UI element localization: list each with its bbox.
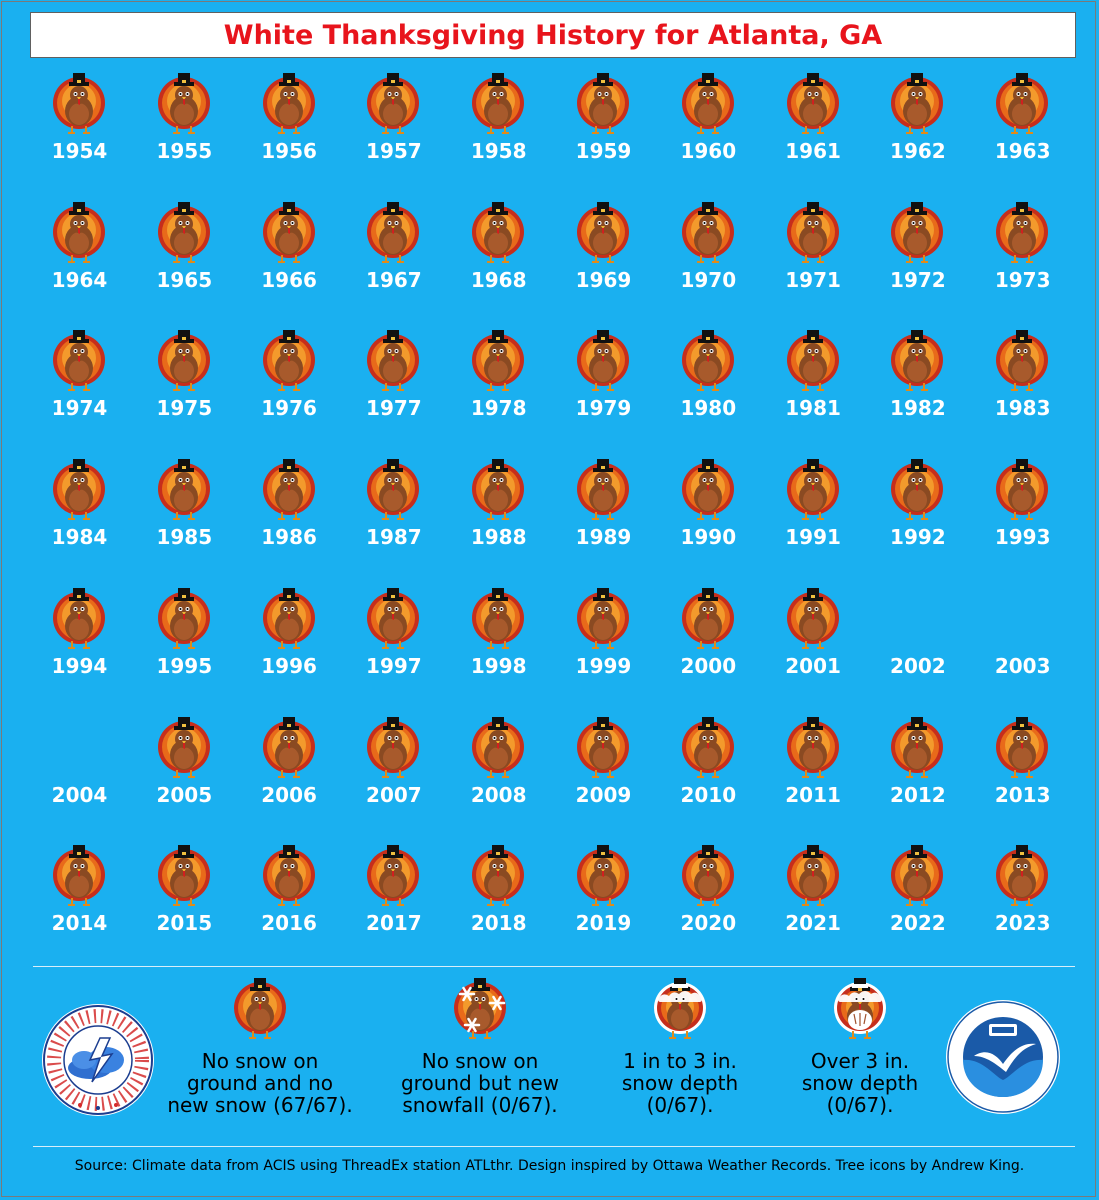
- year-cell: [446, 329, 551, 457]
- turkey-icon: [366, 73, 420, 137]
- turkey-icon: [995, 202, 1049, 266]
- turkey-icon: [995, 459, 1049, 523]
- year-grid: [27, 72, 1077, 952]
- turkey-icon: [471, 202, 525, 266]
- year-label: 1964: [51, 267, 108, 292]
- year-cell: [656, 458, 761, 586]
- year-cell: [237, 329, 342, 457]
- nws-logo: [40, 1002, 156, 1123]
- source-note: Source: Climate data from ACIS using ThreadEx station ATLthr. Design inspired by Ottawa Weather Records. Tree icons by Andrew King.: [74, 1158, 1025, 1174]
- year-cell: [761, 329, 866, 457]
- turkey-icon: [786, 202, 840, 266]
- turkey-icon: [366, 202, 420, 266]
- year-cell: [656, 72, 761, 200]
- year-label: 2010: [680, 782, 737, 807]
- turkey-icon: [262, 73, 316, 137]
- turkey-icon: [52, 330, 106, 394]
- year-cell: [761, 587, 866, 715]
- year-label: 2002: [890, 653, 946, 678]
- legend-text-over-3-in: Over 3 in. snow depth (0/67).: [801, 1049, 919, 1117]
- year-label: 1968: [470, 267, 527, 292]
- turkey-icon: [786, 588, 840, 652]
- legend-item-no-snow: [160, 978, 360, 1116]
- year-cell: [132, 844, 237, 972]
- year-label: 2004: [51, 782, 108, 807]
- year-cell: [341, 844, 446, 972]
- year-label: 1972: [890, 267, 946, 292]
- turkey-icon: [681, 845, 735, 909]
- page-title: White Thanksgiving History for Atlanta, GA: [223, 19, 883, 51]
- turkey-icon: [471, 845, 525, 909]
- legend-text-1-3-in: 1 in to 3 in. snow depth (0/67).: [621, 1049, 739, 1117]
- year-label: 1967: [366, 267, 422, 292]
- year-cell: [970, 716, 1075, 844]
- year-label: 1977: [366, 396, 422, 421]
- year-label: 2007: [366, 782, 422, 807]
- year-label: 1993: [994, 525, 1051, 550]
- turkey-icon: [786, 717, 840, 781]
- year-cell: [761, 72, 866, 200]
- turkey-icon: [366, 845, 420, 909]
- year-label: 1954: [51, 139, 108, 163]
- year-cell: [865, 329, 970, 457]
- year-label: 2006: [261, 782, 317, 807]
- year-cell: [341, 716, 446, 844]
- turkey-icon: [471, 459, 525, 523]
- year-cell: [446, 844, 551, 972]
- divider-bottom: [33, 1146, 1075, 1147]
- year-label: 2023: [994, 911, 1051, 936]
- year-label: 1990: [680, 525, 737, 550]
- turkey-icon: [681, 73, 735, 137]
- year-cell: [237, 716, 342, 844]
- year-cell: [27, 458, 132, 586]
- turkey-icon: [890, 330, 944, 394]
- year-cell: [132, 201, 237, 329]
- turkey-icon: [262, 588, 316, 652]
- year-cell: [551, 329, 656, 457]
- year-label: 2012: [890, 782, 946, 807]
- year-cell: [27, 329, 132, 457]
- turkey-icon: [995, 330, 1049, 394]
- turkey-icon: [681, 330, 735, 394]
- year-cell: [341, 201, 446, 329]
- turkey-icon: [366, 717, 420, 781]
- year-label: 1969: [575, 267, 632, 292]
- year-label: 2013: [994, 782, 1051, 807]
- turkey-icon: [890, 73, 944, 137]
- year-label: 2017: [366, 911, 422, 936]
- year-label: 2015: [156, 911, 213, 936]
- year-label: 2021: [785, 911, 841, 936]
- year-cell: [970, 72, 1075, 200]
- year-cell: [865, 844, 970, 972]
- year-cell: [27, 201, 132, 329]
- year-label: 1984: [51, 525, 108, 550]
- year-label: 1957: [366, 139, 422, 163]
- year-label: 2020: [680, 911, 737, 936]
- turkey-icon: [786, 330, 840, 394]
- year-cell: [551, 844, 656, 972]
- year-label: 1958: [470, 139, 527, 163]
- turkey-icon: [262, 330, 316, 394]
- turkey-icon: [576, 845, 630, 909]
- turkey-icon: [681, 717, 735, 781]
- turkey-icon: [157, 330, 211, 394]
- year-label: 1999: [575, 653, 632, 678]
- year-label: 1956: [261, 139, 317, 163]
- year-cell: [865, 72, 970, 200]
- year-label: 2008: [470, 782, 527, 807]
- year-label: 1970: [680, 267, 737, 292]
- year-cell: [27, 716, 132, 844]
- turkey-icon: [262, 845, 316, 909]
- year-cell: [237, 201, 342, 329]
- year-label: 2019: [575, 911, 632, 936]
- turkey-icon: [157, 73, 211, 137]
- turkey-icon: [52, 202, 106, 266]
- turkey-icon: [366, 459, 420, 523]
- year-cell: [237, 844, 342, 972]
- year-label: 1985: [156, 525, 213, 550]
- year-cell: [341, 329, 446, 457]
- title-box: [30, 12, 1076, 58]
- turkey-snowflake-icon: [450, 978, 510, 1042]
- turkey-icon: [157, 588, 211, 652]
- year-label: 2011: [785, 782, 841, 807]
- year-label: 1959: [575, 139, 632, 163]
- turkey-icon: [995, 717, 1049, 781]
- turkey-icon: [890, 202, 944, 266]
- turkey-icon: [681, 588, 735, 652]
- year-label: 1992: [890, 525, 946, 550]
- year-cell: [656, 844, 761, 972]
- turkey-icon: [52, 459, 106, 523]
- turkey-icon: [786, 845, 840, 909]
- year-label: 1962: [890, 139, 946, 163]
- legend-item-new-snowfall: [380, 978, 580, 1116]
- year-label: 1955: [156, 139, 213, 163]
- turkey-icon: [471, 717, 525, 781]
- year-cell: [551, 72, 656, 200]
- turkey-icon: [157, 459, 211, 523]
- year-cell: [27, 844, 132, 972]
- year-cell: [656, 329, 761, 457]
- year-label: 1982: [890, 396, 946, 421]
- year-cell: [551, 587, 656, 715]
- year-label: 1961: [785, 139, 841, 163]
- year-cell: [970, 844, 1075, 972]
- year-cell: [446, 587, 551, 715]
- turkey-icon: [890, 845, 944, 909]
- turkey-icon: [471, 330, 525, 394]
- year-label: 2003: [994, 653, 1051, 678]
- turkey-icon: [233, 978, 287, 1042]
- turkey-icon: [576, 717, 630, 781]
- turkey-icon: [262, 717, 316, 781]
- turkey-icon: [366, 588, 420, 652]
- year-cell: [761, 716, 866, 844]
- year-cell: [132, 716, 237, 844]
- turkey-icon: [576, 73, 630, 137]
- year-cell: [656, 201, 761, 329]
- year-cell: [656, 587, 761, 715]
- year-label: 2001: [785, 653, 841, 678]
- legend-item-over-3-in: [770, 978, 950, 1116]
- turkey-icon: [52, 73, 106, 137]
- turkey-icon: [576, 459, 630, 523]
- year-cell: [237, 587, 342, 715]
- year-label: 1971: [785, 267, 841, 292]
- year-label: 1991: [785, 525, 841, 550]
- turkey-icon: [52, 588, 106, 652]
- turkey-heavy-snow-icon: [833, 978, 887, 1042]
- turkey-icon: [681, 202, 735, 266]
- year-cell: [551, 716, 656, 844]
- turkey-icon: [366, 330, 420, 394]
- turkey-icon: [157, 845, 211, 909]
- turkey-icon: [995, 845, 1049, 909]
- turkey-icon: [262, 459, 316, 523]
- year-cell: [865, 587, 970, 715]
- legend-item-1-3-in: [590, 978, 770, 1116]
- year-label: 2005: [156, 782, 213, 807]
- year-cell: [761, 201, 866, 329]
- year-label: 1983: [994, 396, 1051, 421]
- year-cell: [446, 72, 551, 200]
- year-label: 1966: [261, 267, 317, 292]
- year-label: 1989: [575, 525, 632, 550]
- year-cell: [551, 458, 656, 586]
- turkey-light-snow-icon: [653, 978, 707, 1042]
- turkey-icon: [786, 73, 840, 137]
- year-cell: [446, 458, 551, 586]
- year-cell: [761, 458, 866, 586]
- year-cell: [341, 72, 446, 200]
- year-cell: [341, 458, 446, 586]
- divider-top: [33, 966, 1075, 967]
- year-cell: [865, 458, 970, 586]
- year-label: 2022: [890, 911, 946, 936]
- year-label: 1997: [366, 653, 422, 678]
- year-label: 1978: [470, 396, 527, 421]
- turkey-icon: [890, 717, 944, 781]
- year-cell: [132, 329, 237, 457]
- year-label: 1960: [680, 139, 737, 163]
- year-label: 1987: [366, 525, 422, 550]
- turkey-icon: [157, 202, 211, 266]
- noaa-logo: [944, 998, 1062, 1121]
- year-cell: [27, 72, 132, 200]
- year-cell: [446, 716, 551, 844]
- year-cell: [132, 72, 237, 200]
- year-cell: [970, 329, 1075, 457]
- legend-text-no-snow: No snow on ground and no new snow (67/67).: [167, 1049, 353, 1117]
- turkey-icon: [576, 330, 630, 394]
- year-cell: [551, 201, 656, 329]
- year-label: 1965: [156, 267, 213, 292]
- year-label: 1995: [156, 653, 213, 678]
- turkey-icon: [576, 202, 630, 266]
- year-label: 1986: [261, 525, 317, 550]
- year-label: 1979: [575, 396, 632, 421]
- year-label: 1974: [51, 396, 108, 421]
- year-label: 1994: [51, 653, 108, 678]
- year-cell: [970, 587, 1075, 715]
- year-cell: [237, 72, 342, 200]
- year-cell: [970, 458, 1075, 586]
- year-label: 1973: [994, 267, 1051, 292]
- turkey-icon: [890, 459, 944, 523]
- turkey-icon: [786, 459, 840, 523]
- year-cell: [761, 844, 866, 972]
- turkey-icon: [681, 459, 735, 523]
- year-label: 1988: [470, 525, 527, 550]
- year-cell: [132, 587, 237, 715]
- turkey-icon: [157, 717, 211, 781]
- year-label: 1981: [785, 396, 841, 421]
- year-label: 1963: [994, 139, 1051, 163]
- year-cell: [341, 587, 446, 715]
- turkey-icon: [262, 202, 316, 266]
- year-label: 1996: [261, 653, 317, 678]
- year-label: 1998: [470, 653, 527, 678]
- year-cell: [656, 716, 761, 844]
- turkey-icon: [471, 588, 525, 652]
- turkey-icon: [52, 845, 106, 909]
- year-cell: [237, 458, 342, 586]
- legend-text-new-snowfall: No snow on ground but new snowfall (0/67).: [400, 1049, 560, 1117]
- year-cell: [132, 458, 237, 586]
- year-cell: [970, 201, 1075, 329]
- year-label: 2014: [51, 911, 108, 936]
- year-label: 1980: [680, 396, 737, 421]
- year-label: 1975: [156, 396, 213, 421]
- year-cell: [865, 201, 970, 329]
- year-label: 2018: [470, 911, 527, 936]
- turkey-icon: [576, 588, 630, 652]
- year-label: 1976: [261, 396, 317, 421]
- year-cell: [446, 201, 551, 329]
- year-label: 2016: [261, 911, 317, 936]
- year-label: 2000: [680, 653, 737, 678]
- year-cell: [27, 587, 132, 715]
- turkey-icon: [471, 73, 525, 137]
- year-label: 2009: [575, 782, 632, 807]
- year-cell: [865, 716, 970, 844]
- turkey-icon: [995, 73, 1049, 137]
